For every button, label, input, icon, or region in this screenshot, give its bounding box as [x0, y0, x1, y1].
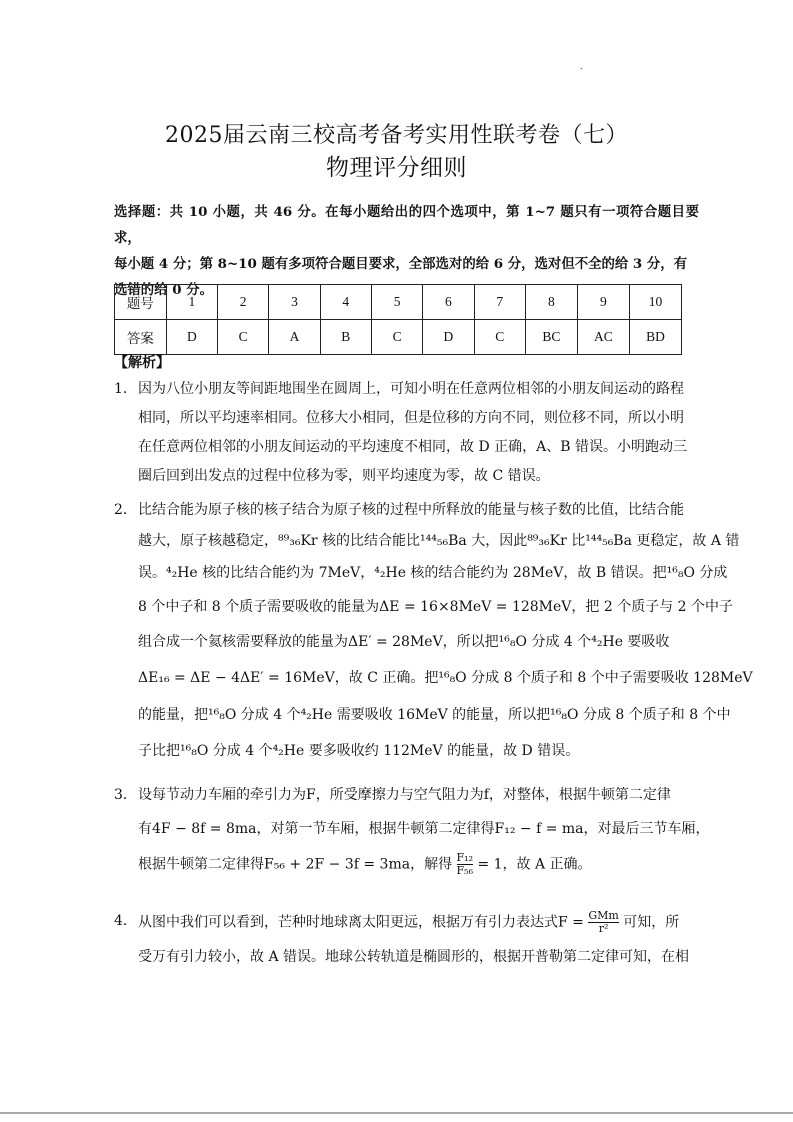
instructions-line: 选择题：共 10 小题，共 46 分。在每小题给出的四个选项中，第 1~7 题只有一项符合题目要求， [114, 204, 699, 246]
solution-line: 有4F − 8f = 8ma，对第一节车厢，根据牛顿第二定律得F₁₂ − f = ma，对最后三节车厢， [138, 821, 710, 837]
question-number: 8 [525, 285, 577, 320]
question-number: 6 [423, 285, 474, 320]
row-label: 题号 [115, 285, 167, 320]
answer-cell: AC [577, 320, 629, 355]
question-number-row [115, 285, 682, 320]
solution-line: 误。⁴₂He 核的比结合能约为 7MeV，⁴₂He 核的结合能约为 28MeV，故 B 错误。把¹⁶₈O 分成 [138, 565, 728, 581]
solution-line: 受万有引力较小，故 A 错误。地球公转轨道是椭圆形的，根据开普勒第二定律可知，在相 [138, 949, 690, 965]
answer-cell: B [320, 320, 371, 355]
instructions-line: 每小题 4 分；第 8~10 题有多项符合题目要求，全部选对的给 6 分，选对但不全的给 3 分，有 [114, 256, 688, 272]
solution-line: 组合成一个氦核需要释放的能量为ΔE′ = 28MeV，所以把¹⁶₈O 分成 4 个⁴₂He 要吸收 [138, 634, 670, 650]
fraction-numerator: F₁₂ [456, 851, 473, 864]
solution-line: 的能量，把¹⁶₈O 分成 4 个⁴₂He 需要吸收 16MeV 的能量，所以把¹⁶₈O 分成 8 个质子和 8 个中 [138, 707, 731, 723]
question-number: 10 [629, 285, 681, 320]
fraction-denominator: F₅₆ [456, 864, 473, 877]
answer-cell: A [269, 320, 320, 355]
answer-cell: C [371, 320, 422, 355]
question-number: 4 [320, 285, 371, 320]
instructions-line: 选错的给 0 分。 [114, 282, 213, 298]
force-ratio-fraction [457, 852, 473, 877]
solution-line [138, 852, 592, 877]
gravitation-fraction [588, 910, 618, 935]
solution-number: 3． [114, 787, 137, 803]
answer-cell: BC [525, 320, 577, 355]
answer-cell: D [166, 320, 217, 355]
answer-cell: D [423, 320, 474, 355]
question-number: 3 [269, 285, 320, 320]
question-number: 5 [371, 285, 422, 320]
solution-line: 因为八位小朋友等间距地围坐在圆周上，可知小明在任意两位相邻的小朋友间运动的路程 [138, 381, 684, 397]
question-number: 7 [474, 285, 525, 320]
answer-cell: BD [629, 320, 681, 355]
solution-text: 可知，所 [623, 914, 680, 931]
solution-number: 2． [114, 502, 137, 518]
solution-line: 设每节动力车厢的牵引力为F，所受摩擦力与空气阻力为f，对整体，根据牛顿第二定律 [138, 787, 671, 803]
solution-text: 从图中我们可以看到，芒种时地球离太阳更远，根据万有引力表达式F = [138, 914, 584, 931]
solution-line [138, 910, 679, 935]
exam-title: 2025届云南三校高考备考实用性联考卷（七） [165, 123, 628, 148]
solution-line: 比结合能为原子核的核子结合为原子核的过程中所释放的能量与核子数的比值，比结合能 [138, 502, 684, 518]
question-number: 9 [577, 285, 629, 320]
page-bottom-rule [0, 1112, 793, 1114]
row-label: 答案 [115, 320, 167, 355]
fraction-denominator: r² [588, 922, 618, 935]
analysis-heading: 【解析】 [114, 355, 170, 371]
solution-line: 越大，原子核越稳定，⁸⁹₃₆Kr 核的比结合能比¹⁴⁴₅₆Ba 大，因此⁸⁹₃₆Kr 比¹⁴⁴₅₆Ba 更稳定，故 A 错 [138, 533, 740, 549]
fraction-numerator: GMm [588, 909, 619, 922]
question-number: 2 [217, 285, 268, 320]
solution-line: ΔE₁₆ = ΔE − 4ΔE′ = 16MeV，故 C 正确。把¹⁶₈O 分成 8 个质子和 8 个中子需要吸收 128MeV [138, 670, 753, 686]
solution-line: 在任意两位相邻的小朋友间运动的平均速度不相同，故 D 正确，A、B 错误。小明跑动三 [138, 439, 687, 455]
solution-text: 根据牛顿第二定律得F₅₆ + 2F − 3f = 3ma，解得 [138, 856, 453, 873]
solution-line: 子比把¹⁶₈O 分成 4 个⁴₂He 要多吸收约 112MeV 的能量，故 D 错误。 [138, 743, 580, 759]
solution-line: 圈后回到出发点的过程中位移为零，则平均速度为零，故 C 错误。 [138, 468, 550, 484]
answer-cell: C [474, 320, 525, 355]
question-number: 1 [166, 285, 217, 320]
answer-table [114, 284, 682, 355]
page-mark: . [580, 62, 583, 71]
solution-line: 8 个中子和 8 个质子需要吸收的能量为ΔE = 16×8MeV = 128MeV，把 2 个质子与 2 个中子 [138, 599, 734, 615]
answer-row [115, 320, 682, 355]
answer-cell: C [217, 320, 268, 355]
solution-text: = 1，故 A 正确。 [477, 856, 592, 873]
solution-line: 相同，所以平均速率相同。位移大小相同，但是位移的方向不同，则位移不同，所以小明 [138, 410, 684, 426]
solution-number: 4． [114, 913, 137, 929]
exam-subtitle: 物理评分细则 [326, 155, 467, 181]
solution-number: 1． [114, 381, 137, 397]
